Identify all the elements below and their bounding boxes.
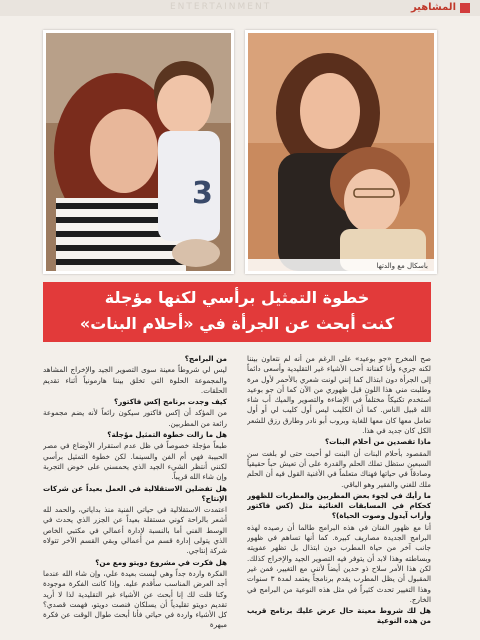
paragraph: من المؤكد أن إكس فاكتور سيكون رائعاً لأنه يضم مجموعة رائعة من المطربين. <box>43 408 227 428</box>
photo-mother-child <box>43 30 234 274</box>
question: ماذا تقصدين من أحلام البنات؟ <box>325 437 431 447</box>
question: كيف وجدت برنامج إكس فاكتور؟ <box>113 397 227 407</box>
question: هل تفضلين الاستقلالية في العمل بعيداً عن شركات الإنتاج؟ <box>43 483 227 503</box>
section-title: المشاهير <box>410 2 456 13</box>
headline-line-2: كنت أبحث عن الجرأة في «أحلام البنات» <box>79 314 395 333</box>
paragraph: اعتمدت الاستقلالية في حياتي الفنية منذ بداياتي، والحمد لله أشعر بالراحة كوني مستقلة بعيداً عن الجزر الذي يحدث في الوسط الفني أما بالنسبة لإدارة أعمالي في مكتبي الخاص الذي يتولى إدارة قسم من أعمالي وبقي القسم الآخر تتولاه شركة إنتاجي. <box>43 505 227 556</box>
paragraph: الفكرة واردة جداً وهي ليست بعيدة علي، وإن شاء الله عندما أجد العرض المناسب سأقدم عليه. وإذا كانت الفكرة موجودة وكنا قلت لك إنا أبحث عن الأشياء غير التقليدية لذا لا أريد تقديم دويتو تقليدياً أن يسلكان فنصت دويتو، فهمت قصدي؟ كل الأشياء واردة في حياتي فأنا أبحث طوال الوقت عن فكرة مبهرة <box>43 568 227 630</box>
page-header <box>0 0 480 16</box>
svg-text:3: 3 <box>192 176 213 211</box>
paragraph: صح المخرج «جو بوعيد» على الرغم من أنه لم نتعاون بيننا لكنه جريء وأنا كفنانة أحب الأشياء غير التقليدية وأسعى دائماً إلى الجرأة دون ابتذال كما إنني لونت شعري بالأحمر لأول مرة وطلبت مني هذا اللون قبل ظهوري من الآن كما أن جو بوعيد استخدم تكنيكاً مختلفاً في الإضاءة والتصوير والميك أب شاء الله قبيل الناس. كما أن الكليب ليس أول كليب لي أو أول تعامل معها كان معها للغاية وبروب أبو نادر وطارق رزق للشعر الكل كان جديد في هذا. <box>247 354 431 436</box>
paragraph: المقصود بأحلام البنات أن البنت لو أحبت حتى لو بلغت سن السبعين ستظل تملك الحلم والقدرة على أن تعيش حباً حقيقياً وصادقاً في حياتها فهناك متعلماً في الأغنية القول فيه أن الحلم ملك للغني والفقير وهو الباقي. <box>247 448 431 489</box>
article-column-left <box>43 354 227 636</box>
photo-daughter-mother-illustration <box>248 33 434 271</box>
paragraph: طبعاً مؤجلة خصوصاً في ظل عدم استقرار الأوضاع في مصر الحبيبة فهي أم الفن والسينما. لكن خطوة التمثيل برأسي لكنني أنتظر الشيء الجيد الذي يحمسني على خوض التجربة وإن شاء الله قريباً. <box>43 441 227 482</box>
photo-daughter-mother <box>245 30 437 274</box>
photo-caption-strip <box>248 259 434 271</box>
photo-mother-child-illustration <box>46 33 231 271</box>
question: هل فكرت في مشروع دويتو ومع من؟ <box>95 557 227 567</box>
photo-caption: باسكال مع والدتها <box>376 262 428 270</box>
paragraph: أنا مع ظهور الفنان في هذه البرامج طالما أن رصيده لهذه البرامج الجديدة مصاريف كبيرة. كما أنها تساهم في ظهور جانب آخر من حياة المطرب دون ابتذال بل تظهر عفويته وبساطته وهذا لابد أن يتوفر فيه التصوير الجيد والإخراج كذلك. لكن هذا الأمر سلاح ذو حدين أيضاً لأنني مع التغيير، فمن غير المقبول أن يظل المطرب يقدم برنامجاً يعتمد لمدة ٣ سنوات وهذا التغيير تحدث كثيراً في مثل هذه النوعية من البرامج في الخارج. <box>247 522 431 604</box>
article-column-right <box>247 354 431 636</box>
headline-banner <box>43 282 431 342</box>
question: من البرامج؟ <box>184 354 227 363</box>
question: ما رأيك في لجوء بعض المطربين والمطربات للظهور كحكام في المسابقات الغنائية مثل (كس فاكتور وأراب آيدول وصوت الحياة)؟ <box>247 490 431 521</box>
question: هل لك شروط معينة حال عرض عليك برنامج قريب من هذه النوعية <box>247 606 431 626</box>
question: هل ما زالت خطوة التمثيل مؤجلة؟ <box>107 430 227 440</box>
headline-line-1: خطوة التمثيل برأسي لكنها مؤجلة <box>104 288 370 307</box>
section-marker <box>460 3 470 13</box>
paragraph: ليس لي شروطاً معينة سوى التصوير الجيد والإخراج المشاهد والمجموعة الحلوة التي تخلق بيننا هارمونياً أثناء تقديم الحلقات. <box>43 365 227 395</box>
header-ghost-text: ENTERTAINMENT <box>170 2 272 12</box>
